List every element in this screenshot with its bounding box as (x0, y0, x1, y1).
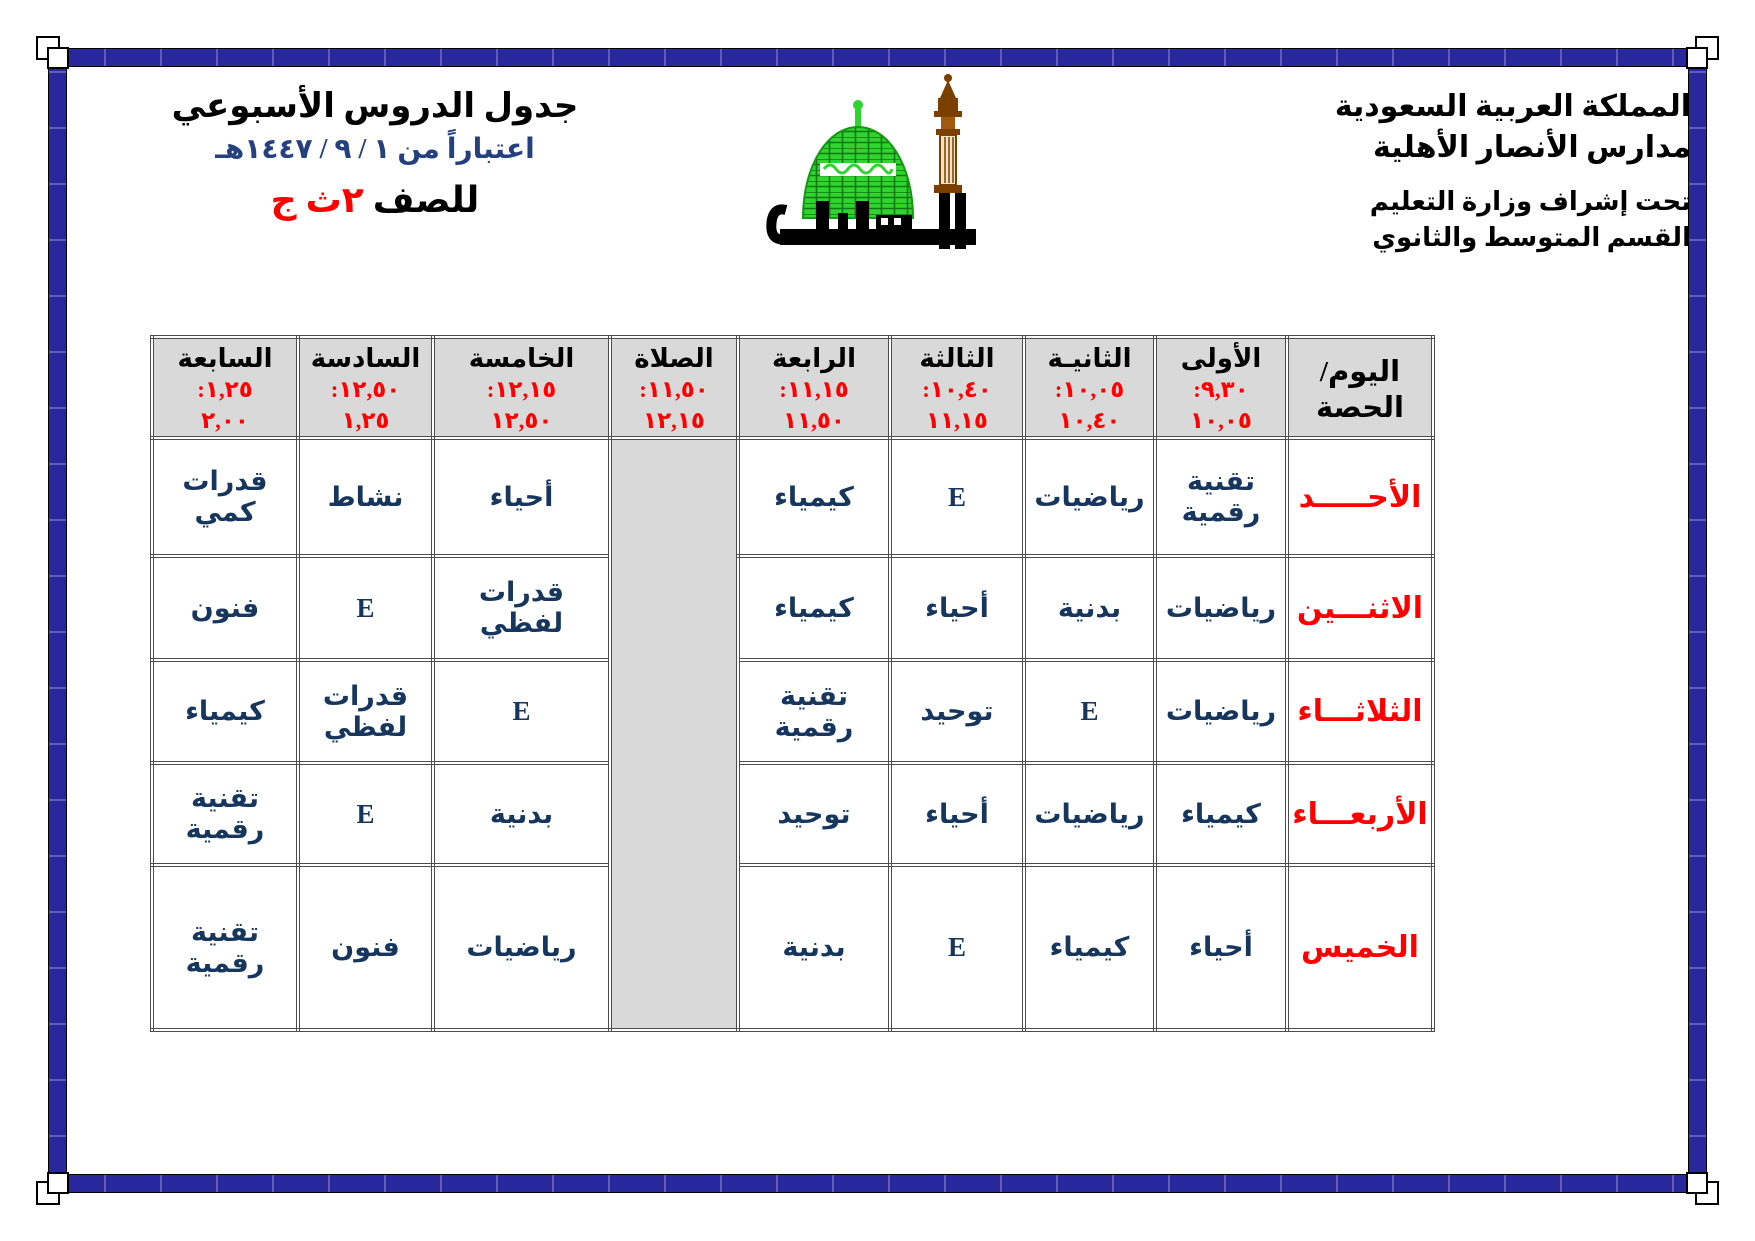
day-cell: الثلاثـــاء (1287, 660, 1433, 763)
subject-cell: بدنية (1024, 556, 1155, 660)
prayer-header: الصلاة ١١,٥٠: ١٢,١٥ (610, 337, 738, 438)
subject-cell: أحياء (890, 556, 1024, 660)
effective-date: اعتباراً من ١ / ٩ / ١٤٤٧هـ (215, 134, 535, 165)
schedule-title-block (138, 84, 612, 226)
subject-cell: E (298, 556, 433, 660)
subject-cell: رياضيات (1024, 438, 1155, 556)
header-row (152, 337, 1433, 438)
subject-cell: قدرات كمي (152, 438, 298, 556)
period-header-4: الرابعة ١١,١٥: ١١,٥٠ (738, 337, 890, 438)
subject-cell: قدرات لفظي (298, 660, 433, 763)
subject-cell: تقنية رقمية (152, 763, 298, 865)
subject-cell: تقنية رقمية (1155, 438, 1287, 556)
subject-cell: توحيد (738, 763, 890, 865)
kingdom-line: المملكة العربية السعودية (1334, 90, 1691, 123)
subject-cell: أحياء (433, 438, 610, 556)
frame-border-left (48, 48, 67, 1193)
subject-cell: E (890, 865, 1024, 1030)
subject-cell: E (298, 763, 433, 865)
school-logo (758, 70, 1018, 292)
day-cell: الخميس (1287, 865, 1433, 1030)
subject-cell: E (1024, 660, 1155, 763)
day-cell: الأحـــــد (1287, 438, 1433, 556)
section-line: القسم المتوسط والثانوي (1372, 223, 1691, 252)
ministry-supervision-line: تحت إشراف وزارة التعليم (1369, 187, 1691, 216)
page-title: جدول الدروس الأسبوعي (171, 88, 579, 125)
subject-cell: قدرات لفظي (433, 556, 610, 660)
minaret-icon (934, 74, 962, 193)
frame-corner-ornament (1695, 1181, 1719, 1205)
period-header-5: الخامسة ١٢,١٥: ١٢,٥٠ (433, 337, 610, 438)
subject-cell: تقنية رقمية (738, 660, 890, 763)
subject-cell: كيمياء (1024, 865, 1155, 1030)
period-header-1: الأولى ٩,٣٠: ١٠,٠٥ (1155, 337, 1287, 438)
table-row-tuesday (152, 660, 1433, 763)
subject-cell: E (890, 438, 1024, 556)
subject-cell: تقنية رقمية (152, 865, 298, 1030)
subject-cell: E (433, 660, 610, 763)
subject-cell: بدنية (738, 865, 890, 1030)
school-name-line: مدارس الأنصار الأهلية (1373, 131, 1691, 164)
period-header-7: السابعة ١,٢٥: ٢,٠٠ (152, 337, 298, 438)
schedule-table (150, 335, 1435, 1032)
table-row-monday (152, 556, 1433, 660)
subject-cell: أحياء (1155, 865, 1287, 1030)
day-cell: الأربعـــاء (1287, 763, 1433, 865)
class-prefix: للصف (372, 180, 480, 220)
period-header-6: السادسة ١٢,٥٠: ١,٢٥ (298, 337, 433, 438)
prayer-column-cell (610, 438, 738, 1030)
subject-cell: نشاط (298, 438, 433, 556)
subject-cell: كيمياء (152, 660, 298, 763)
mosque-dome-icon (803, 100, 913, 218)
class-line (138, 174, 612, 226)
frame-border-bottom (48, 1174, 1707, 1193)
period-header-2: الثانيـة ١٠,٠٥: ١٠,٤٠ (1024, 337, 1155, 438)
subject-cell: بدنية (433, 763, 610, 865)
subject-cell: كيمياء (738, 438, 890, 556)
frame-corner-ornament (1695, 36, 1719, 60)
subject-cell: رياضيات (1024, 763, 1155, 865)
day-period-corner-header: اليوم/ الحصة (1287, 337, 1433, 438)
table-row-wednesday (152, 763, 1433, 865)
subject-cell: كيمياء (1155, 763, 1287, 865)
table-row-thursday (152, 865, 1433, 1030)
subject-cell: رياضيات (433, 865, 610, 1030)
subject-cell: رياضيات (1155, 660, 1287, 763)
subject-cell: فنون (152, 556, 298, 660)
period-header-3: الثالثة ١٠,٤٠: ١١,١٥ (890, 337, 1024, 438)
subject-cell: كيمياء (738, 556, 890, 660)
subject-cell: توحيد (890, 660, 1024, 763)
frame-border-top (48, 48, 1707, 67)
subject-cell: رياضيات (1155, 556, 1287, 660)
subject-cell: أحياء (890, 763, 1024, 865)
frame-corner-ornament (36, 36, 60, 60)
subject-cell: فنون (298, 865, 433, 1030)
class-value: ٢ث ج (270, 180, 364, 220)
frame-corner-ornament (36, 1181, 60, 1205)
day-cell: الاثنـــين (1287, 556, 1433, 660)
table-row-sunday (152, 438, 1433, 556)
organization-header (1335, 86, 1691, 256)
